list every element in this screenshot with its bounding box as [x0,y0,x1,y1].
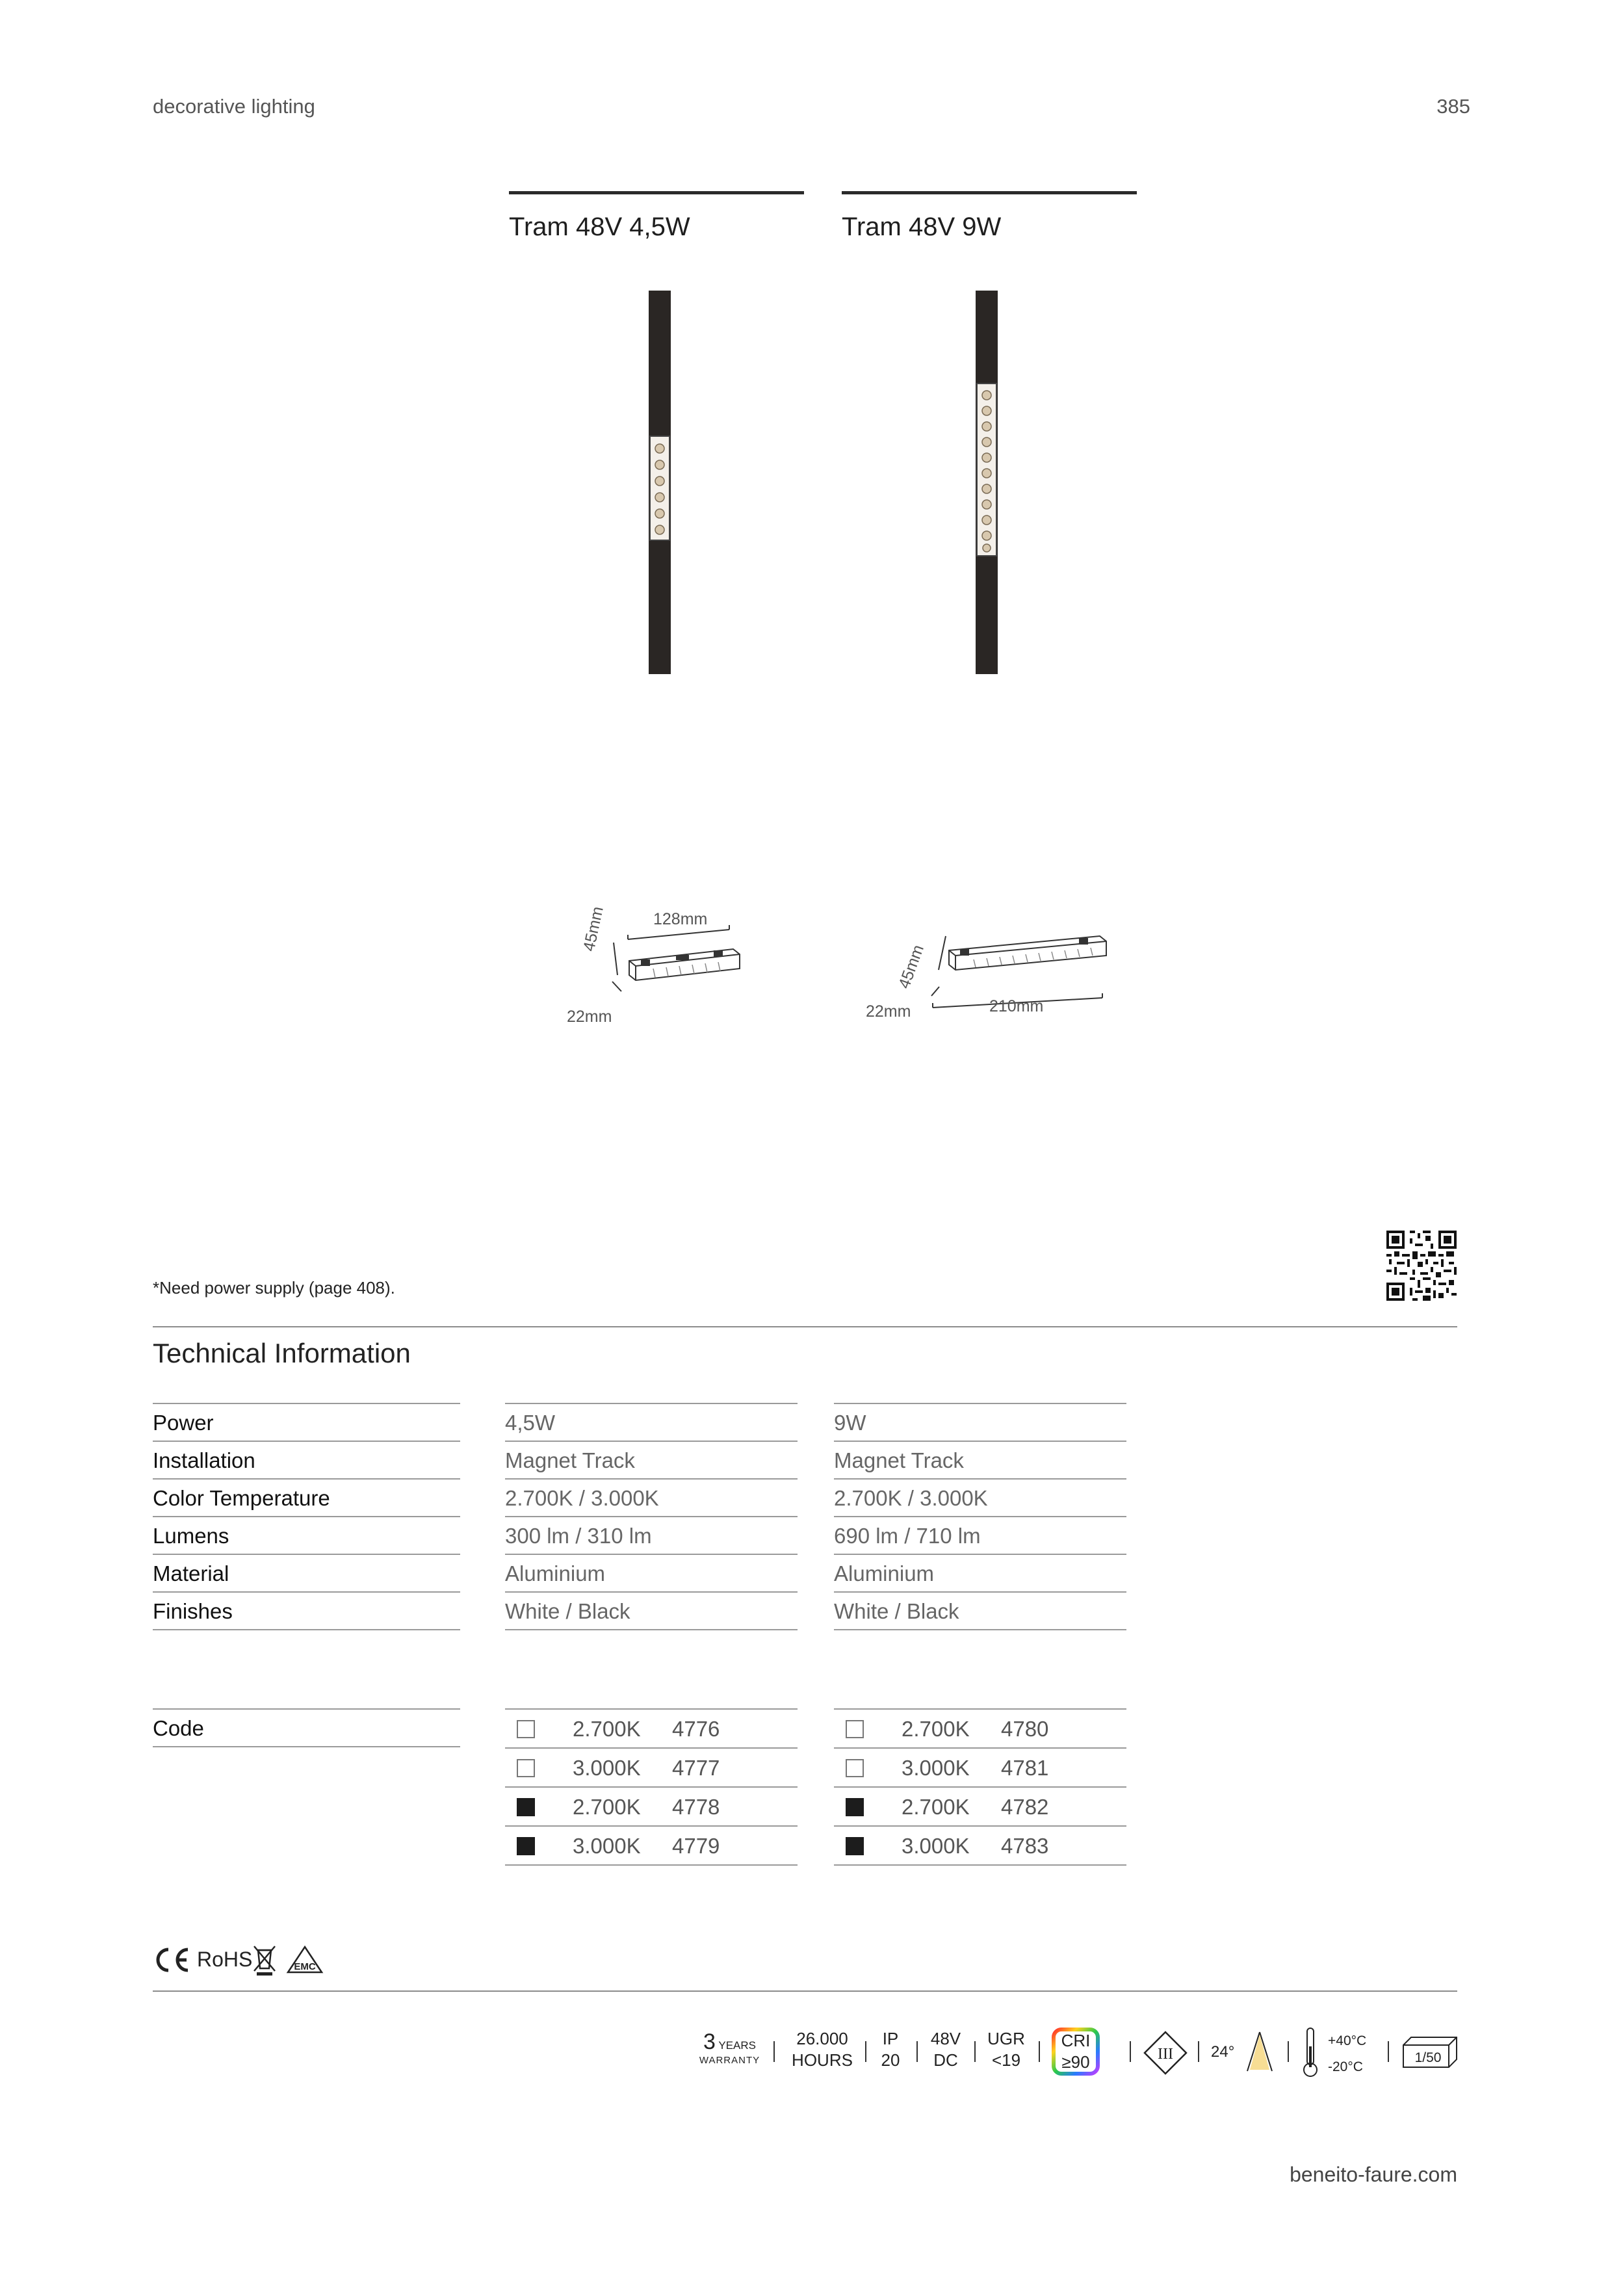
product-title-2: Tram 48V 9W [842,213,1002,241]
code-number: 4778 [672,1795,720,1819]
spec-labels [153,1403,460,1630]
svg-text:EMC: EMC [294,1961,316,1972]
ugr-badge [983,2028,1029,2070]
voltage-value: 48V [930,2029,961,2048]
code-temperature: 2.700K [902,1717,970,1741]
label-color-temperature: Color Temperature [153,1480,460,1517]
finish-white-swatch [846,1759,864,1777]
voltage-badge [926,2028,965,2070]
table-row[interactable] [505,1749,798,1788]
value-color-temperature-1: 2.700K / 3.000K [505,1480,798,1517]
warranty-unit: YEARS [718,2039,756,2052]
cri-badge [1053,2030,1098,2072]
value-installation-1: Magnet Track [505,1442,798,1480]
code-number: 4779 [672,1834,720,1858]
code-number: 4777 [672,1756,720,1780]
spec-values-2 [834,1403,1126,1630]
product-image-1 [643,289,676,676]
beam-angle-icon [1243,2029,1276,2075]
dimension-drawing-2 [858,910,1118,1034]
code-temperature: 3.000K [902,1756,970,1780]
separator [1288,2041,1289,2062]
page-number: 385 [1436,95,1470,118]
table-row[interactable] [834,1827,1126,1866]
ce-mark-icon [153,1947,190,1973]
finish-white-swatch [517,1759,535,1777]
separator [865,2041,866,2062]
table-row[interactable] [505,1788,798,1827]
ip-badge [874,2028,907,2070]
dim-length-1: 128mm [653,910,708,928]
code-number: 4783 [1001,1834,1049,1858]
code-number: 4781 [1001,1756,1049,1780]
voltage-label: DC [933,2050,958,2070]
code-temperature: 3.000K [902,1834,970,1858]
hours-value: 26.000 [796,2029,848,2048]
table-row[interactable] [505,1827,798,1866]
warranty-label: WARRANTY [699,2055,760,2066]
warranty-badge [699,2029,760,2066]
label-code: Code [153,1710,460,1747]
ip-value: 20 [881,2050,900,2070]
table-row[interactable] [834,1788,1126,1827]
hours-badge [790,2028,855,2070]
code-temperature: 2.700K [573,1795,641,1819]
code-label-block [153,1708,460,1747]
ugr-value: <19 [991,2050,1021,2070]
finish-white-swatch [846,1720,864,1738]
section-title: decorative lighting [153,95,315,118]
separator [1130,2041,1131,2062]
separator [1198,2041,1199,2062]
ugr-label: UGR [987,2029,1025,2048]
power-supply-note: *Need power supply (page 408). [153,1278,395,1298]
dimension-drawing-1 [559,905,773,1034]
label-installation: Installation [153,1442,460,1480]
separator [1039,2041,1040,2062]
dim-height-1: 45mm [580,905,607,953]
thermometer-icon [1301,2027,1320,2079]
svg-text:III: III [1158,2046,1173,2063]
label-lumens: Lumens [153,1517,460,1555]
product-image-2 [970,289,1003,676]
warranty-number: 3 [703,2029,716,2054]
technical-heading: Technical Information [153,1338,411,1368]
value-installation-2: Magnet Track [834,1442,1126,1480]
table-row[interactable] [505,1710,798,1749]
certification-icons [153,1944,335,1976]
code-temperature: 3.000K [573,1834,641,1858]
value-material-1: Aluminium [505,1555,798,1593]
temp-max: +40°C [1328,2033,1367,2048]
rohs-mark: RoHS [197,1948,253,1971]
value-power-2: 9W [834,1404,1126,1442]
website-link[interactable]: beneito-faure.com [1290,2163,1457,2186]
table-row[interactable] [834,1710,1126,1749]
label-finishes: Finishes [153,1593,460,1630]
emc-mark-icon [285,1945,324,1975]
ip-label: IP [882,2029,899,2048]
code-number: 4776 [672,1717,720,1741]
value-power-1: 4,5W [505,1404,798,1442]
value-lumens-1: 300 lm / 310 lm [505,1517,798,1555]
section-divider [153,1326,1457,1327]
code-table-2 [834,1708,1126,1866]
hours-label: HOURS [792,2050,853,2070]
finish-black-swatch [517,1837,535,1855]
value-material-2: Aluminium [834,1555,1126,1593]
pack-quantity: 1/50 [1414,2050,1442,2065]
value-finishes-2: White / Black [834,1593,1126,1630]
class-iii-icon [1142,2029,1189,2076]
separator [974,2041,976,2062]
beam-angle-value: 24° [1211,2043,1235,2061]
finish-black-swatch [517,1798,535,1816]
code-number: 4782 [1001,1795,1049,1819]
cri-value: ≥90 [1061,2052,1090,2072]
badges-divider [153,1990,1457,1992]
code-number: 4780 [1001,1717,1049,1741]
label-power: Power [153,1404,460,1442]
dim-width-2: 22mm [866,1002,911,1021]
code-temperature: 2.700K [902,1795,970,1819]
qr-code-icon[interactable] [1386,1231,1457,1301]
cri-label: CRI [1061,2031,1091,2050]
temperature-range [1328,2028,1366,2080]
finish-white-swatch [517,1720,535,1738]
spec-values-1 [505,1403,798,1630]
label-material: Material [153,1555,460,1593]
spec-badges [699,2022,1459,2087]
dim-length-2: 210mm [989,997,1044,1015]
separator [773,2041,775,2062]
finish-black-swatch [846,1837,864,1855]
product-rule-1 [509,191,804,194]
value-color-temperature-2: 2.700K / 3.000K [834,1480,1126,1517]
dim-width-1: 22mm [567,1008,612,1026]
finish-black-swatch [846,1798,864,1816]
dim-height-2: 45mm [895,942,928,991]
code-temperature: 2.700K [573,1717,641,1741]
code-temperature: 3.000K [573,1756,641,1780]
temp-min: -20°C [1328,2059,1363,2074]
product-title-1: Tram 48V 4,5W [509,213,690,241]
table-row[interactable] [834,1749,1126,1788]
weee-bin-icon [252,1944,278,1976]
separator [916,2041,918,2062]
code-table-1 [505,1708,798,1866]
product-rule-2 [842,191,1137,194]
value-finishes-1: White / Black [505,1593,798,1630]
value-lumens-2: 690 lm / 710 lm [834,1517,1126,1555]
separator [1388,2041,1389,2062]
